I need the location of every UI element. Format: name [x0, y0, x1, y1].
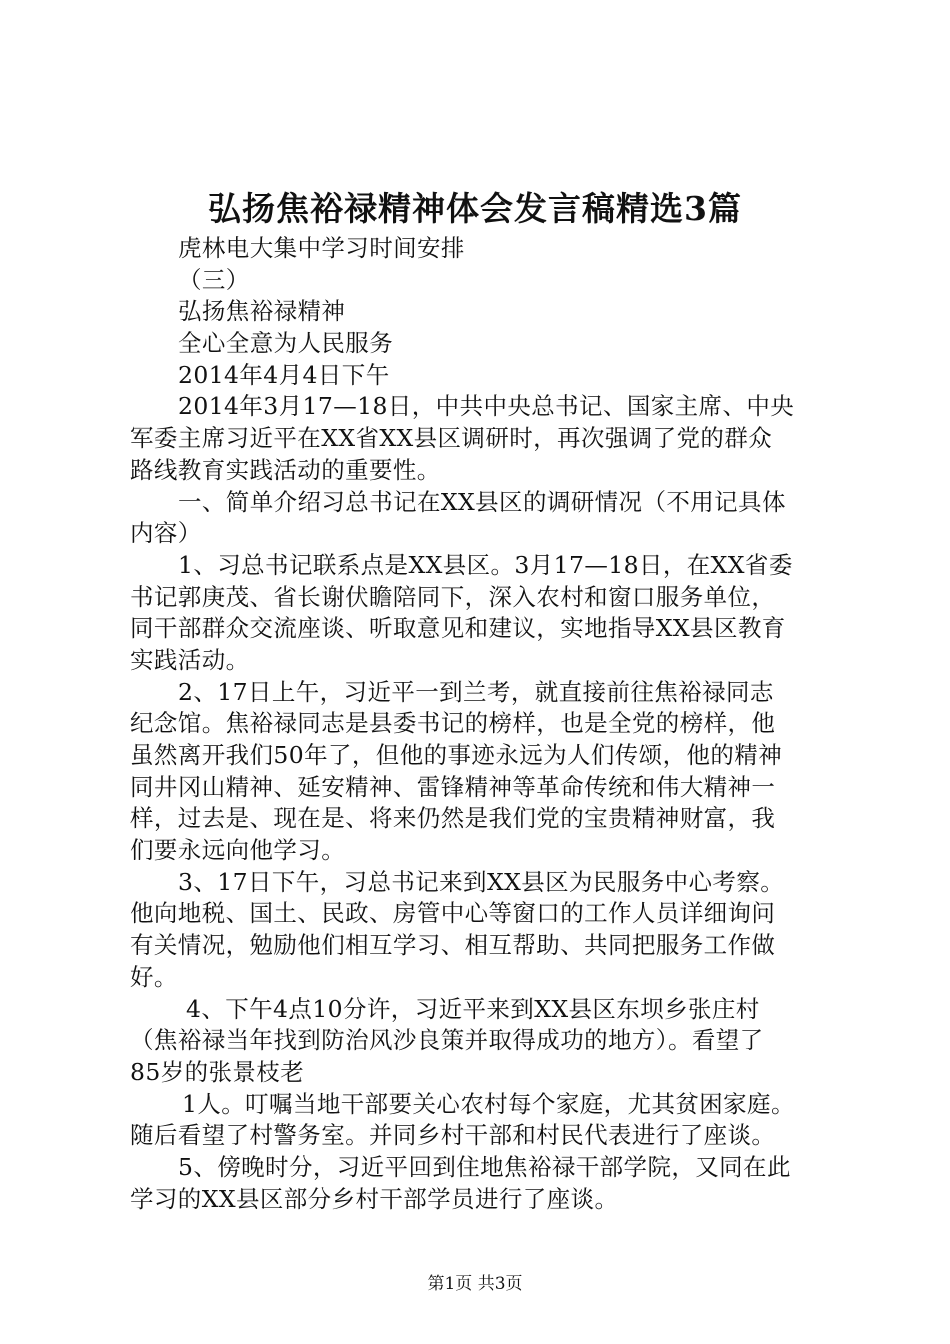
text-line: 实践活动。 — [130, 645, 250, 674]
text-line: 同井冈山精神、延安精神、雷锋精神等革命传统和伟大精神一 — [130, 772, 776, 801]
subheading-serve-people: 全心全意为人民服务 — [178, 329, 394, 358]
text-line: 路线教育实践活动的重要性。 — [130, 455, 441, 484]
subheading-date: 2014年4月4日下午 — [178, 360, 390, 389]
text-line: 3、17日下午，习总书记来到XX县区为民服务中心考察。 — [178, 867, 785, 896]
text-line: 有关情况，勉励他们相互学习、相互帮助、共同把服务工作做 — [130, 931, 776, 960]
text-line: 书记郭庚茂、省长谢伏瞻陪同下，深入农村和窗口服务单位， — [130, 582, 776, 611]
text-line: 5、傍晚时分，习近平回到住地焦裕禄干部学院，又同在此 — [178, 1152, 791, 1181]
document-body — [130, 233, 842, 1215]
page-footer: 第1页 共3页 — [427, 1274, 523, 1294]
text-line: 4、下午4点10分许，习近平来到XX县区东坝乡张庄村 — [186, 994, 760, 1023]
subheading-schedule: 虎林电大集中学习时间安排 — [178, 234, 465, 262]
subheading-part-number: （三） — [178, 265, 250, 294]
text-line: 他向地税、国土、民政、房管中心等窗口的工作人员详细询问 — [130, 899, 776, 928]
text-line: 内容） — [130, 519, 202, 548]
text-line: 同干部群众交流座谈、听取意见和建议，实地指导XX县区教育 — [130, 614, 786, 643]
text-line: 随后看望了村警务室。并同乡村干部和村民代表进行了座谈。 — [130, 1121, 776, 1150]
text-line: 学习的XX县区部分乡村干部学员进行了座谈。 — [130, 1184, 619, 1213]
text-line: 2014年3月17—18日，中共中央总书记、国家主席、中央 — [178, 392, 795, 421]
document-title: 弘扬焦裕禄精神体会发言稿精选3篇 — [208, 189, 742, 228]
text-line: 2、17日上午，习近平一到兰考，就直接前往焦裕禄同志 — [178, 677, 774, 706]
text-line: 1、习总书记联系点是XX县区。3月17—18日，在XX省委 — [178, 550, 793, 579]
text-line: 们要永远向他学习。 — [130, 836, 346, 865]
subheading-theme: 弘扬焦裕禄精神 — [178, 297, 346, 326]
text-line: 85岁的张景枝老 — [130, 1057, 305, 1086]
text-line: 样，过去是、现在是、将来仍然是我们党的宝贵精神财富，我 — [130, 804, 776, 833]
text-line: 军委主席习近平在XX省XX县区调研时，再次强调了党的群众 — [130, 424, 773, 453]
text-line: 虽然离开我们50年了，但他的事迹永远为人们传颂，他的精神 — [130, 741, 783, 769]
text-line: （焦裕禄当年找到防治风沙良策并取得成功的地方）。看望了 — [130, 1026, 764, 1055]
text-line: 好。 — [130, 962, 178, 991]
text-line: 1人。叮嘱当地干部要关心农村每个家庭，尤其贫困家庭。 — [182, 1089, 795, 1118]
section-heading: 一、简单介绍习总书记在XX县区的调研情况（不用记具体 — [178, 487, 786, 516]
text-line: 纪念馆。焦裕禄同志是县委书记的榜样，也是全党的榜样，他 — [130, 709, 776, 738]
